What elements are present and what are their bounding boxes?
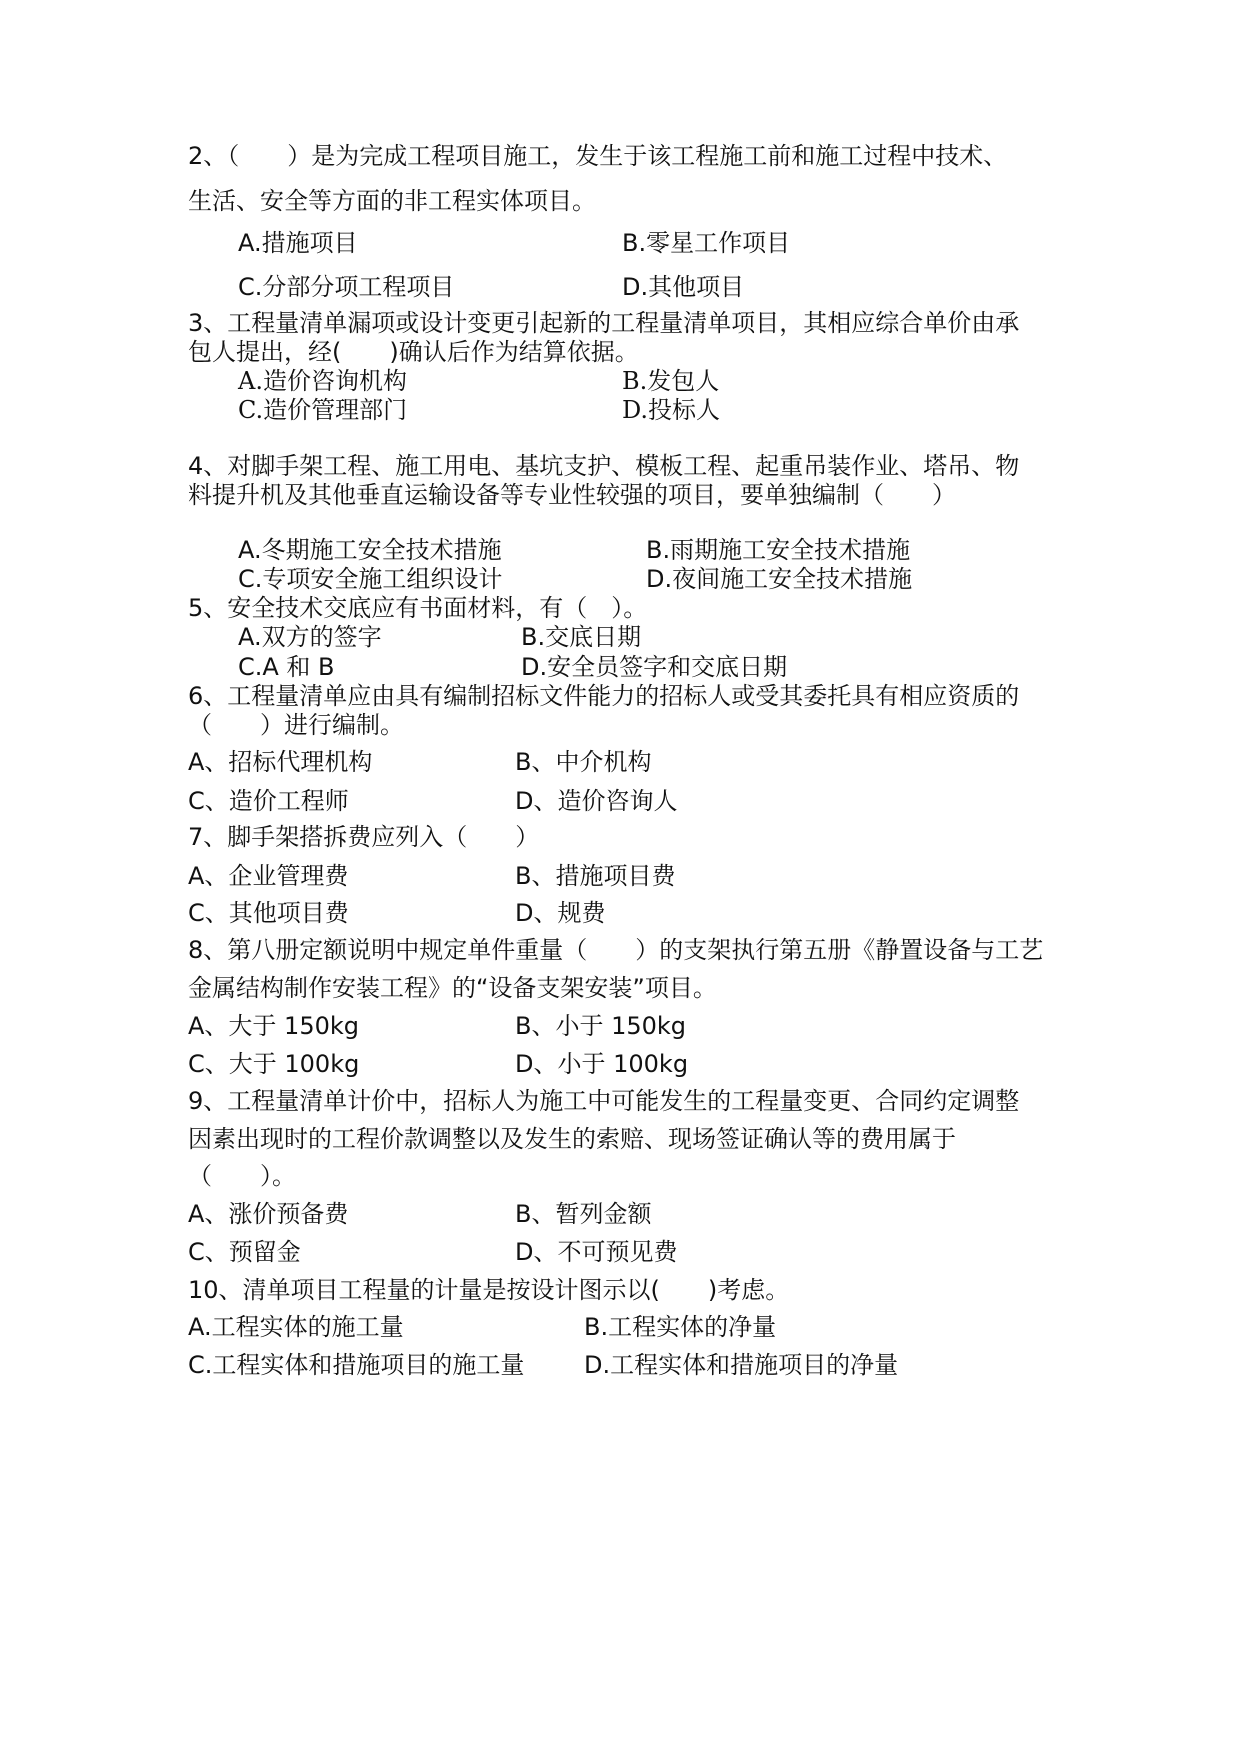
question-4-option-a[interactable]: A.冬期施工安全技术措施 <box>238 536 502 564</box>
question-2-line-1: 2、（ ）是为完成工程项目施工，发生于该工程施工前和施工过程中技术、 <box>188 142 1008 170</box>
question-2-line-2: 生活、安全等方面的非工程实体项目。 <box>188 187 596 215</box>
question-3-option-d[interactable]: D.投标人 <box>622 396 721 424</box>
question-2-option-d[interactable]: D.其他项目 <box>622 273 745 301</box>
question-7-option-b[interactable]: B、措施项目费 <box>515 862 676 890</box>
question-6-line-1: 6、工程量清单应由具有编制招标文件能力的招标人或受其委托具有相应资质的 <box>188 682 1020 710</box>
question-5-line-1: 5、安全技术交底应有书面材料，有（ ）。 <box>188 594 648 622</box>
question-8-line-2: 金属结构制作安装工程》的“设备支架安装”项目。 <box>188 974 717 1002</box>
question-5-option-d[interactable]: D.安全员签字和交底日期 <box>521 653 788 681</box>
question-10-option-c[interactable]: C.工程实体和措施项目的施工量 <box>188 1351 525 1379</box>
question-9-line-3: （ ）。 <box>188 1162 296 1190</box>
question-10-option-d[interactable]: D.工程实体和措施项目的净量 <box>584 1351 899 1379</box>
question-5-option-c[interactable]: C.A 和 B <box>238 653 335 681</box>
question-7-option-a[interactable]: A、企业管理费 <box>188 862 349 890</box>
question-10-option-a[interactable]: A.工程实体的施工量 <box>188 1313 404 1341</box>
question-4-option-c[interactable]: C.专项安全施工组织设计 <box>238 565 503 593</box>
question-4-option-d[interactable]: D.夜间施工安全技术措施 <box>646 565 913 593</box>
question-6-line-2: （ ）进行编制。 <box>188 711 404 739</box>
question-4-line-1: 4、对脚手架工程、施工用电、基坑支护、模板工程、起重吊装作业、塔吊、物 <box>188 452 1020 480</box>
question-5-option-a[interactable]: A.双方的签字 <box>238 623 382 651</box>
question-4-option-b[interactable]: B.雨期施工安全技术措施 <box>646 536 911 564</box>
question-2-option-b[interactable]: B.零星工作项目 <box>622 229 791 257</box>
question-9-option-b[interactable]: B、暂列金额 <box>515 1200 652 1228</box>
question-8-option-c[interactable]: C、大于 100kg <box>188 1050 360 1078</box>
question-7-line-1: 7、脚手架搭拆费应列入（ ） <box>188 823 540 851</box>
question-8-line-1: 8、第八册定额说明中规定单件重量（ ）的支架执行第五册《静置设备与工艺 <box>188 936 1044 964</box>
question-3-option-a[interactable]: A.造价咨询机构 <box>238 367 407 395</box>
question-8-option-a[interactable]: A、大于 150kg <box>188 1012 359 1040</box>
question-2-option-a[interactable]: A.措施项目 <box>238 229 358 257</box>
question-10-line-1: 10、清单项目工程量的计量是按设计图示以( )考虑。 <box>188 1276 790 1304</box>
question-10-option-b[interactable]: B.工程实体的净量 <box>584 1313 777 1341</box>
question-9-line-1: 9、工程量清单计价中，招标人为施工中可能发生的工程量变更、合同约定调整 <box>188 1087 1020 1115</box>
question-6-option-d[interactable]: D、造价咨询人 <box>515 787 678 815</box>
question-3-option-c[interactable]: C.造价管理部门 <box>238 396 408 424</box>
question-7-option-c[interactable]: C、其他项目费 <box>188 899 349 927</box>
question-3-line-2: 包人提出，经( )确认后作为结算依据。 <box>188 338 639 366</box>
question-6-option-b[interactable]: B、中介机构 <box>515 748 652 776</box>
question-9-option-a[interactable]: A、涨价预备费 <box>188 1200 349 1228</box>
question-5-option-b[interactable]: B.交底日期 <box>521 623 642 651</box>
question-9-option-d[interactable]: D、不可预见费 <box>515 1238 678 1266</box>
question-8-option-d[interactable]: D、小于 100kg <box>515 1050 689 1078</box>
question-8-option-b[interactable]: B、小于 150kg <box>515 1012 687 1040</box>
question-4-line-2: 料提升机及其他垂直运输设备等专业性较强的项目，要单独编制（ ） <box>188 481 956 509</box>
question-3-option-b[interactable]: B.发包人 <box>622 367 720 395</box>
question-9-line-2: 因素出现时的工程价款调整以及发生的索赔、现场签证确认等的费用属于 <box>188 1125 956 1153</box>
question-6-option-c[interactable]: C、造价工程师 <box>188 787 349 815</box>
question-6-option-a[interactable]: A、招标代理机构 <box>188 748 373 776</box>
question-3-line-1: 3、工程量清单漏项或设计变更引起新的工程量清单项目，其相应综合单价由承 <box>188 309 1020 337</box>
question-2-option-c[interactable]: C.分部分项工程项目 <box>238 273 455 301</box>
question-7-option-d[interactable]: D、规费 <box>515 899 606 927</box>
question-9-option-c[interactable]: C、预留金 <box>188 1238 301 1266</box>
